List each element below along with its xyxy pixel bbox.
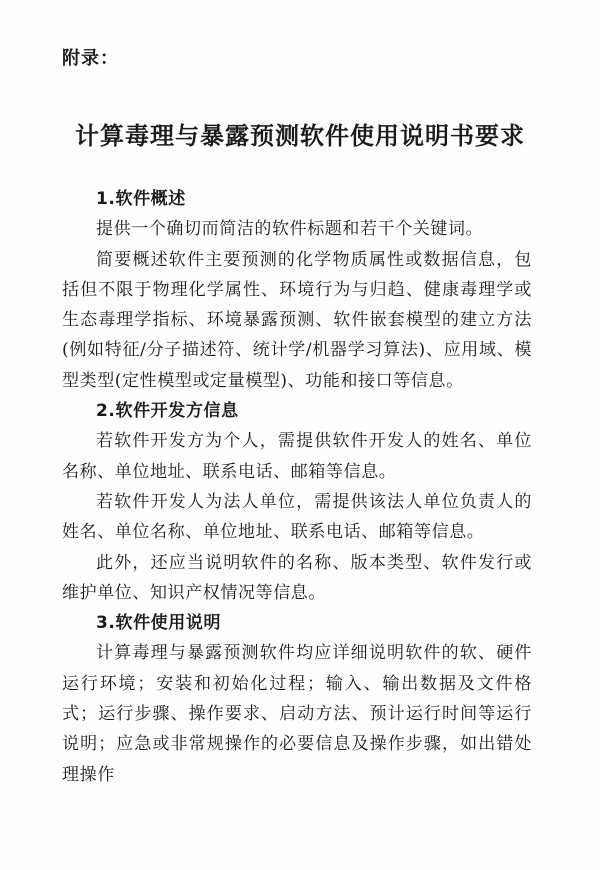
document-title: 计算毒理与暴露预测软件使用说明书要求 (75, 122, 525, 150)
paragraph: 若软件开发人为法人单位，需提供该法人单位负责人的姓名、单位名称、单位地址、联系电话、邮箱等信息。 (62, 491, 532, 543)
paragraph: 此外，还应当说明软件的名称、版本类型、软件发行或维护单位、知识产权情况等信息。 (62, 552, 532, 603)
paragraph: 提供一个确切而简洁的软件标题和若干个关键词。 (96, 219, 484, 240)
section-heading-overview: 1.软件概述 (96, 189, 186, 209)
paragraph: 若软件开发方为个人，需提供软件开发人的姓名、单位名称、单位地址、联系电话、邮箱等信息。 (62, 431, 532, 482)
appendix-label: 附录： (62, 48, 119, 69)
document-body (62, 184, 532, 790)
section-heading-usage-instructions: 3.软件使用说明 (96, 613, 222, 634)
paragraph: 计算毒理与暴露预测软件均应详细说明软件的软、硬件运行环境；安装和初始化过程；输入、输出数据及文件格式；运行步骤、操作要求、启动方法、预计运行时间等运行说明；应急或非常规操作的必要信息及操作步骤，如出错处理操作 (62, 643, 532, 785)
section-heading-developer-info: 2.软件开发方信息 (96, 401, 239, 422)
paragraph: 简要概述软件主要预测的化学物质属性或数据信息，包括但不限于物理化学属性、环境行为与归趋、健康毒理学或生态毒理学指标、环境暴露预测、软件嵌套模型的建立方法(例如特征/分子描述符、统计学/机器学习算法)、应用域、模型类型(定性模型或定量模型)、功能和接口等信息。 (62, 249, 532, 391)
